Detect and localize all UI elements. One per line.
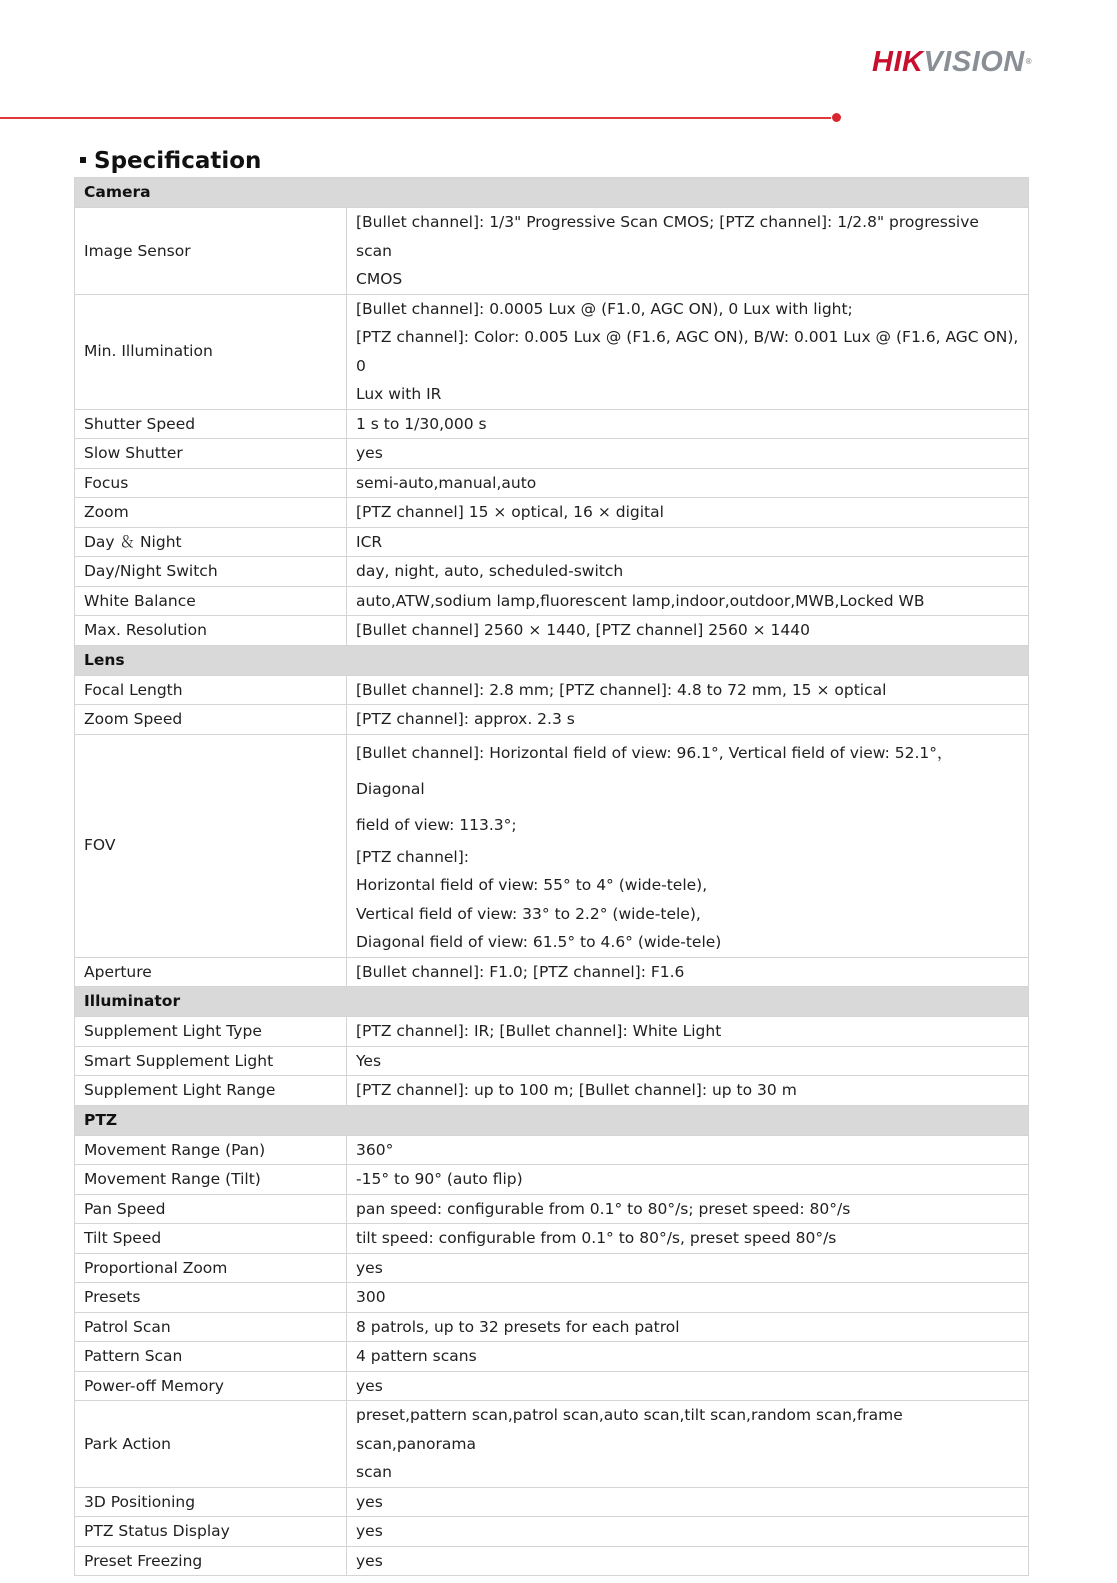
spec-label: Pan Speed	[75, 1194, 347, 1224]
table-row	[75, 1135, 1029, 1165]
spec-label: Pattern Scan	[75, 1342, 347, 1372]
spec-label: Patrol Scan	[75, 1312, 347, 1342]
table-row	[75, 1312, 1029, 1342]
spec-label: PTZ Status Display	[75, 1517, 347, 1547]
table-row	[75, 1517, 1029, 1547]
spec-label: Min. Illumination	[75, 294, 347, 409]
header-rule-dot	[832, 113, 841, 122]
page-title-text: Specification	[94, 148, 262, 174]
hikvision-logo: HIKVISION®	[872, 46, 1033, 78]
table-row	[75, 1342, 1029, 1372]
spec-label: Shutter Speed	[75, 409, 347, 439]
spec-value: [PTZ channel]: IR; [Bullet channel]: White Light	[347, 1017, 1029, 1047]
spec-value: 1 s to 1/30,000 s	[347, 409, 1029, 439]
spec-label: Slow Shutter	[75, 439, 347, 469]
spec-value: yes	[347, 1517, 1029, 1547]
table-row	[75, 1253, 1029, 1283]
spec-value: 300	[347, 1283, 1029, 1313]
spec-label: Movement Range (Tilt)	[75, 1165, 347, 1195]
spec-label: Preset Freezing	[75, 1546, 347, 1576]
table-row	[75, 294, 1029, 409]
table-row	[75, 557, 1029, 587]
spec-label: Movement Range (Pan)	[75, 1135, 347, 1165]
spec-label: Presets	[75, 1283, 347, 1313]
spec-value: 4 pattern scans	[347, 1342, 1029, 1372]
table-row	[75, 705, 1029, 735]
spec-value: [Bullet channel]: F1.0; [PTZ channel]: F1.6	[347, 957, 1029, 987]
spec-label: Smart Supplement Light	[75, 1046, 347, 1076]
table-row	[75, 957, 1029, 987]
table-row	[75, 675, 1029, 705]
table-row	[75, 1017, 1029, 1047]
spec-value: [PTZ channel]: approx. 2.3 s	[347, 705, 1029, 735]
spec-value: [Bullet channel]: 0.0005 Lux @ (F1.0, AGC ON), 0 Lux with light; [PTZ channel]: Color: 0.005 Lux @ (F1.6, AGC ON), B/W: 0.001 Lux @ (F1.6, AGC ON), 0 Lux with IR	[347, 294, 1029, 409]
table-row	[75, 1194, 1029, 1224]
table-row	[75, 208, 1029, 295]
table-row	[75, 1371, 1029, 1401]
spec-label: Supplement Light Type	[75, 1017, 347, 1047]
table-row	[75, 439, 1029, 469]
bullet-icon	[80, 157, 86, 163]
table-row	[75, 1224, 1029, 1254]
spec-value: yes	[347, 1546, 1029, 1576]
spec-value: pan speed: configurable from 0.1° to 80°/s; preset speed: 80°/s	[347, 1194, 1029, 1224]
spec-value: yes	[347, 439, 1029, 469]
table-row	[75, 1165, 1029, 1195]
spec-value: yes	[347, 1371, 1029, 1401]
spec-label: Tilt Speed	[75, 1224, 347, 1254]
table-row	[75, 1546, 1029, 1576]
spec-label: Supplement Light Range	[75, 1076, 347, 1106]
spec-value: [Bullet channel]: 1/3" Progressive Scan CMOS; [PTZ channel]: 1/2.8" progressive scan CMOS	[347, 208, 1029, 295]
spec-label: FOV	[75, 734, 347, 957]
spec-label: Day ＆ Night	[75, 527, 347, 557]
table-row	[75, 734, 1029, 957]
table-row	[75, 527, 1029, 557]
spec-value: [PTZ channel]: up to 100 m; [Bullet channel]: up to 30 m	[347, 1076, 1029, 1106]
table-row	[75, 498, 1029, 528]
section-header-illuminator: Illuminator	[75, 987, 1029, 1017]
spec-value: auto,ATW,sodium lamp,fluorescent lamp,indoor,outdoor,MWB,Locked WB	[347, 586, 1029, 616]
spec-value: yes	[347, 1487, 1029, 1517]
spec-value: [Bullet channel] 2560 × 1440, [PTZ channel] 2560 × 1440	[347, 616, 1029, 646]
table-row	[75, 586, 1029, 616]
header-rule	[0, 117, 831, 119]
spec-label: Zoom Speed	[75, 705, 347, 735]
spec-value: 360°	[347, 1135, 1029, 1165]
spec-label: Proportional Zoom	[75, 1253, 347, 1283]
spec-label: Aperture	[75, 957, 347, 987]
page-title	[80, 146, 261, 176]
section-header-ptz: PTZ	[75, 1105, 1029, 1135]
spec-label: Day/Night Switch	[75, 557, 347, 587]
spec-label: Power-off Memory	[75, 1371, 347, 1401]
spec-label: Image Sensor	[75, 208, 347, 295]
table-row	[75, 468, 1029, 498]
section-header-camera: Camera	[75, 178, 1029, 208]
table-row	[75, 1076, 1029, 1106]
spec-label: Zoom	[75, 498, 347, 528]
spec-value: yes	[347, 1253, 1029, 1283]
table-row	[75, 616, 1029, 646]
spec-value: [PTZ channel] 15 × optical, 16 × digital	[347, 498, 1029, 528]
spec-value: semi-auto,manual,auto	[347, 468, 1029, 498]
spec-value: day, night, auto, scheduled-switch	[347, 557, 1029, 587]
section-header-lens: Lens	[75, 645, 1029, 675]
spec-label: Focal Length	[75, 675, 347, 705]
spec-value: preset,pattern scan,patrol scan,auto scan,tilt scan,random scan,frame scan,panorama scan	[347, 1401, 1029, 1488]
spec-label: Focus	[75, 468, 347, 498]
spec-label: Max. Resolution	[75, 616, 347, 646]
table-row	[75, 1046, 1029, 1076]
spec-value: 8 patrols, up to 32 presets for each patrol	[347, 1312, 1029, 1342]
table-row	[75, 1283, 1029, 1313]
spec-value: [Bullet channel]: Horizontal field of view: 96.1°, Vertical field of view: 52.1°，Diagonal field of view: 113.3°; [PTZ channel]: Horizontal field of view: 55° to 4° (wide-tele), Vertical field of view: 33° to 2.2° (wide-tele), Diagonal field of view: 61.5° to 4.6° (wide-tele)	[347, 734, 1029, 957]
spec-value: tilt speed: configurable from 0.1° to 80°/s, preset speed 80°/s	[347, 1224, 1029, 1254]
table-row	[75, 1401, 1029, 1488]
spec-label: Park Action	[75, 1401, 347, 1488]
spec-label: 3D Positioning	[75, 1487, 347, 1517]
spec-value: Yes	[347, 1046, 1029, 1076]
spec-value: [Bullet channel]: 2.8 mm; [PTZ channel]: 4.8 to 72 mm, 15 × optical	[347, 675, 1029, 705]
specification-table	[74, 177, 1029, 1576]
table-row	[75, 1487, 1029, 1517]
spec-value: -15° to 90° (auto flip)	[347, 1165, 1029, 1195]
table-row	[75, 409, 1029, 439]
spec-label: White Balance	[75, 586, 347, 616]
spec-value: ICR	[347, 527, 1029, 557]
